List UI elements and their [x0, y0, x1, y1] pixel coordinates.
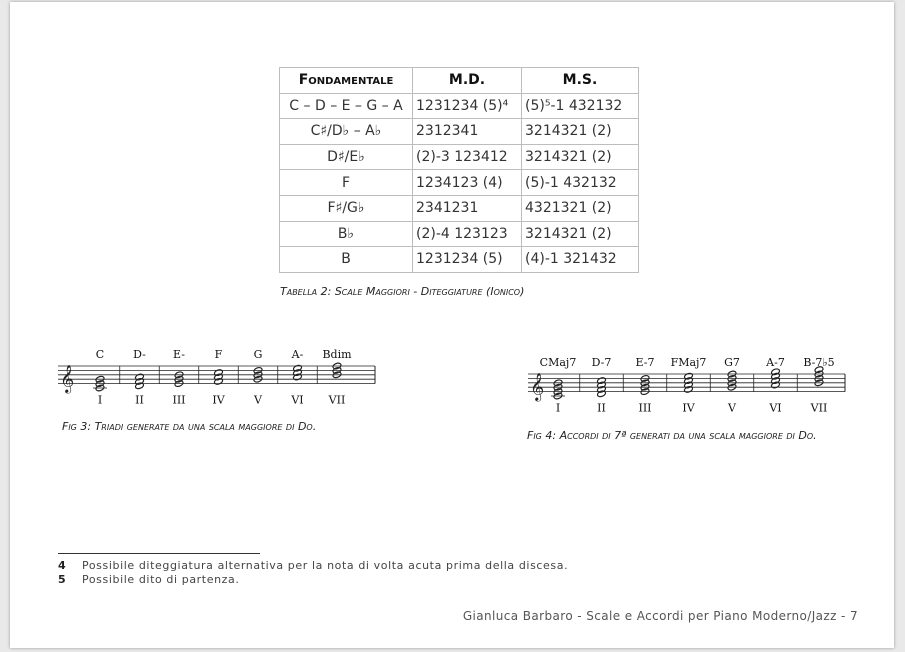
table-row: [280, 119, 639, 145]
cell-root: F: [280, 170, 413, 196]
chord-notes: [597, 377, 607, 398]
fig3-caption: Fig 3: Triadi generate da una scala maggiore di Do.: [62, 420, 317, 433]
chord-symbol: FMaj7: [670, 356, 707, 369]
scale-degree: IV: [682, 401, 695, 415]
chord-notes: [684, 372, 694, 393]
cell-ms: 3214321 (2): [522, 144, 639, 170]
fig4-caption: Fig 4: Accordi di 7ª generati da una scala maggiore di Do.: [527, 429, 817, 442]
cell-md: 2341231: [413, 195, 522, 221]
footnote-text: Possibile diteggiatura alternativa per la nota di volta acuta prima della discesa.: [82, 559, 569, 572]
scale-degree: V: [728, 401, 736, 415]
table-row: [280, 221, 639, 247]
cell-root: C♯/D♭ – A♭: [280, 119, 413, 145]
chord-symbol: F: [214, 348, 223, 361]
page-footer: Gianluca Barbaro - Scale e Accordi per Piano Moderno/Jazz - 7: [462, 609, 858, 623]
chord-notes: [640, 375, 650, 396]
table-caption: Tabella 2: Scale Maggiori - Diteggiature (Ionico): [280, 285, 525, 298]
scale-degree: IV: [212, 393, 225, 407]
scale-degree: VII: [328, 393, 346, 407]
document-page: [10, 2, 894, 648]
scale-degree: VI: [769, 401, 782, 415]
chord-symbol: D-7: [591, 356, 612, 369]
footnote-number: 5: [58, 573, 67, 586]
cell-ms: (5)⁵-1 432132: [522, 93, 639, 119]
chord-notes: [293, 364, 303, 381]
chord-symbol: E-: [173, 348, 185, 361]
table-row: [280, 170, 639, 196]
table-row: [280, 247, 639, 273]
fig3-staff: [50, 340, 380, 422]
chord-notes: [727, 370, 737, 391]
header-ms: M.S.: [522, 68, 639, 94]
chord-symbol: G: [253, 348, 263, 361]
fig4-staff: [520, 348, 850, 430]
cell-md: 2312341: [413, 119, 522, 145]
cell-root: F♯/G♭: [280, 195, 413, 221]
header-fondamentale: Fondamentale: [280, 68, 413, 94]
chord-symbol: Bdim: [322, 348, 352, 361]
cell-ms: (4)-1 321432: [522, 247, 639, 273]
chord-symbol: D-: [133, 348, 146, 361]
cell-root: D♯/E♭: [280, 144, 413, 170]
cell-md: 1234123 (4): [413, 170, 522, 196]
cell-md: (2)-4 123123: [413, 221, 522, 247]
fingering-table: [279, 67, 639, 273]
table-header-row: [280, 68, 639, 94]
chord-symbol: G7: [724, 356, 740, 369]
footnote-number: 4: [58, 559, 67, 572]
scale-degree: VII: [810, 401, 828, 415]
cell-md: (2)-3 123412: [413, 144, 522, 170]
scale-degree: II: [597, 401, 606, 415]
cell-ms: 4321321 (2): [522, 195, 639, 221]
cell-md: 1231234 (5)⁴: [413, 93, 522, 119]
footnote-text: Possibile dito di partenza.: [82, 573, 240, 586]
cell-root: B♭: [280, 221, 413, 247]
table-row: [280, 144, 639, 170]
cell-md: 1231234 (5): [413, 247, 522, 273]
chord-notes: [135, 373, 145, 390]
scale-degree: VI: [291, 393, 304, 407]
header-md: M.D.: [413, 68, 522, 94]
scale-degree: II: [135, 393, 144, 407]
cell-ms: (5)-1 432132: [522, 170, 639, 196]
scale-degree: I: [97, 393, 103, 407]
chord-symbol: CMaj7: [539, 356, 577, 369]
table-row: [280, 195, 639, 221]
cell-ms: 3214321 (2): [522, 119, 639, 145]
chord-symbol: A-: [291, 348, 304, 361]
chord-notes: [214, 369, 224, 386]
footnote-4: [58, 559, 568, 572]
chord-symbol: B-7♭5: [803, 356, 835, 369]
treble-clef-icon: 𝄞: [530, 372, 545, 401]
cell-root: B: [280, 247, 413, 273]
scale-degree: III: [172, 393, 186, 407]
chord-symbol: C: [95, 348, 105, 361]
chord-notes: [553, 379, 563, 400]
chord-notes: [771, 368, 781, 389]
table-row: [280, 93, 639, 119]
treble-clef-icon: 𝄞: [60, 364, 75, 393]
footnote-5: [58, 573, 239, 586]
scale-degree: I: [555, 401, 561, 415]
scale-degree: III: [638, 401, 652, 415]
scale-degree: V: [254, 393, 262, 407]
chord-symbol: A-7: [766, 356, 785, 369]
chord-symbol: E-7: [635, 356, 655, 369]
cell-root: C – D – E – G – A: [280, 93, 413, 119]
cell-ms: 3214321 (2): [522, 221, 639, 247]
footnote-divider: [58, 553, 260, 554]
